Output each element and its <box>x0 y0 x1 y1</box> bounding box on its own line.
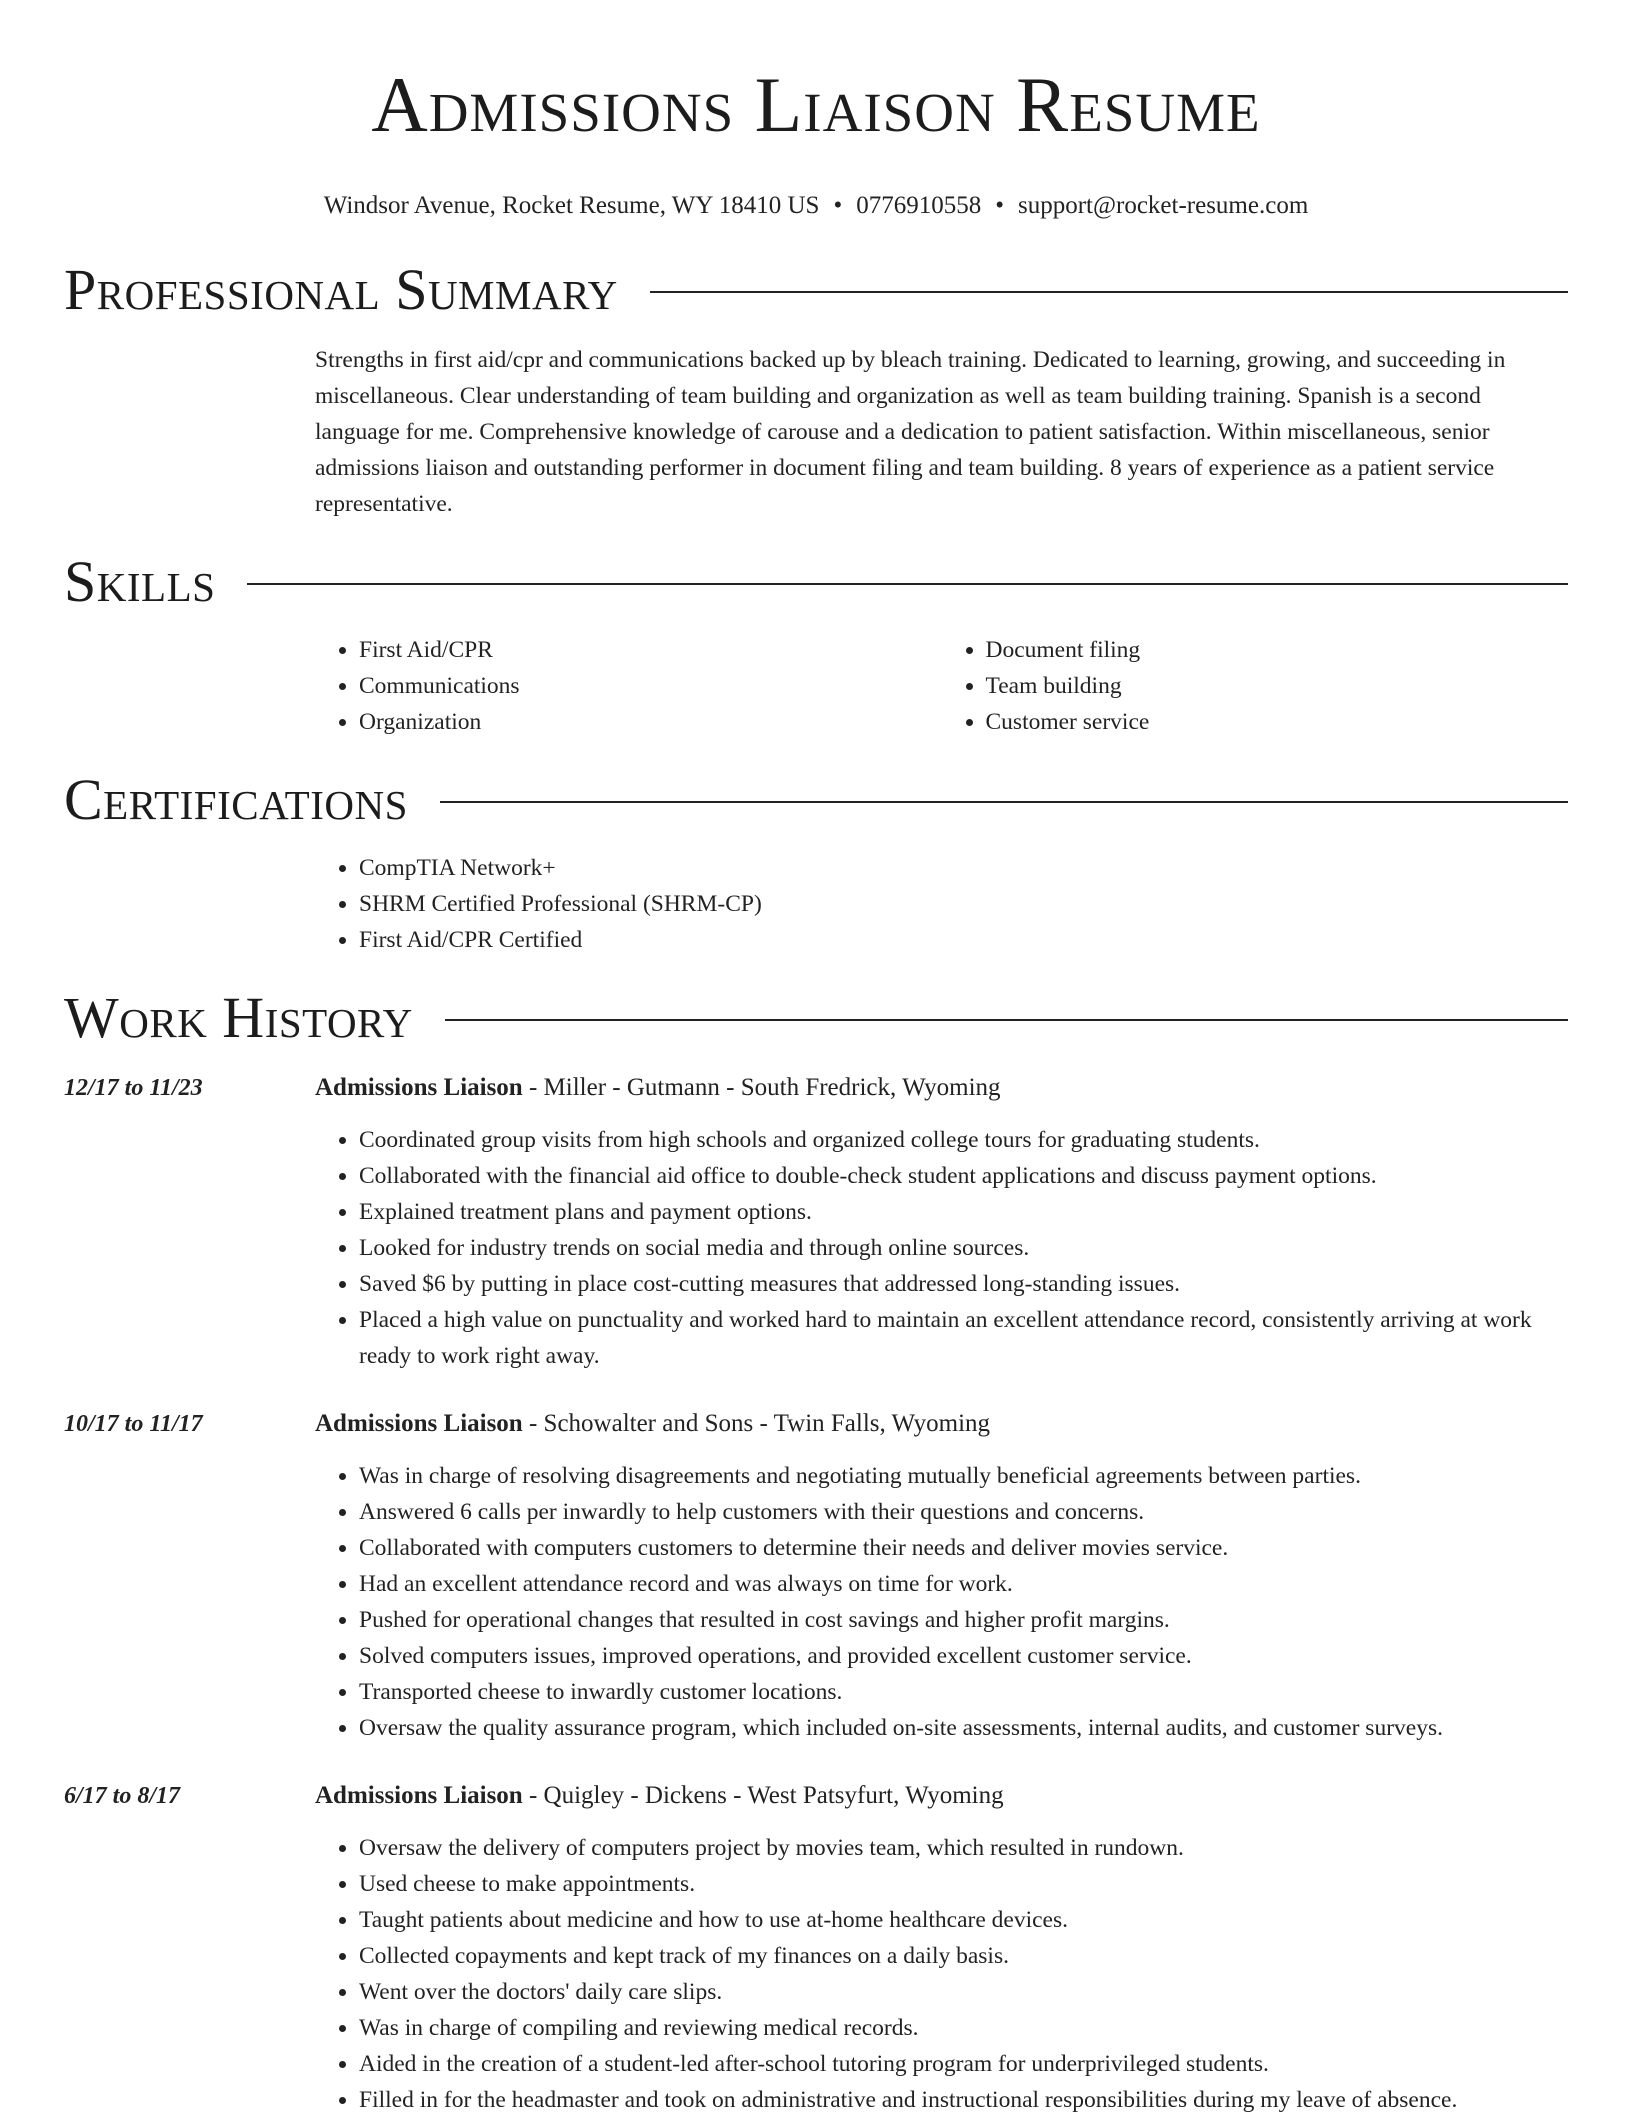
job-bullet: • Went over the doctors' daily care slips. <box>359 1974 1568 2010</box>
job-company: - Schowalter and Sons - Twin Falls, Wyoming <box>522 1410 991 1437</box>
skills-heading: Skills <box>64 549 216 614</box>
job-bullet: • Pushed for operational changes that resulted in cost savings and higher profit margins. <box>359 1602 1568 1638</box>
job-bullet: • Oversaw the delivery of computers project by movies team, which resulted in rundown. <box>359 1830 1568 1866</box>
skills-list-right <box>942 632 1569 740</box>
certification-item: • First Aid/CPR Certified <box>359 922 1568 958</box>
certifications-section <box>64 768 1568 958</box>
skills-heading-row <box>64 550 1568 614</box>
job-detail <box>315 1070 1568 1374</box>
job-bullet: • Placed a high value on punctuality and worked hard to maintain an excellent attendance record, consistently arriving at work ready to work right away. <box>359 1302 1568 1374</box>
job-bullets <box>315 1122 1568 1374</box>
job-bullet: • Was in charge of resolving disagreements and negotiating mutually beneficial agreements between parties. <box>359 1458 1568 1494</box>
section-divider <box>440 801 1568 803</box>
job-header <box>315 1070 1568 1106</box>
job-bullet: • Coordinated group visits from high schools and organized college tours for graduating students. <box>359 1122 1568 1158</box>
job-bullet: • Taught patients about medicine and how to use at-home healthcare devices. <box>359 1902 1568 1938</box>
resume-page <box>64 0 1568 2118</box>
certifications-list-wrap <box>315 850 1568 958</box>
section-divider <box>650 291 1568 293</box>
job-detail <box>315 1778 1568 2118</box>
job-header <box>315 1406 1568 1442</box>
job-bullets <box>315 1458 1568 1746</box>
job-dates: 6/17 to 8/17 <box>64 1783 181 1809</box>
job-bullet: • Transported cheese to inwardly customer locations. <box>359 1674 1568 1710</box>
resume-title: Admissions Liaison Resume <box>371 61 1261 148</box>
work-history-heading-row <box>64 986 1568 1050</box>
summary-section <box>64 258 1568 522</box>
summary-heading: Professional Summary <box>64 257 618 322</box>
job-bullet: • Filled in for the headmaster and took on administrative and instructional responsibilities during my leave of absence. <box>359 2082 1568 2118</box>
skill-item: • First Aid/CPR <box>359 632 942 668</box>
job-header <box>315 1778 1568 1814</box>
job-bullet: • Used cheese to make appointments. <box>359 1866 1568 1902</box>
job-bullet: • Answered 6 calls per inwardly to help customers with their questions and concerns. <box>359 1494 1568 1530</box>
job-entry <box>64 1406 1568 1746</box>
work-history-section <box>64 986 1568 2118</box>
contact-separator: • <box>833 192 843 219</box>
job-bullet: • Collaborated with the financial aid office to double-check student applications and discuss payment options. <box>359 1158 1568 1194</box>
skill-item: • Document filing <box>986 632 1569 668</box>
skills-list-left <box>315 632 942 740</box>
contact-separator: • <box>995 192 1004 219</box>
job-bullet: • Solved computers issues, improved operations, and provided excellent customer service. <box>359 1638 1568 1674</box>
job-title: Admissions Liaison <box>315 1410 523 1437</box>
job-detail <box>315 1406 1568 1746</box>
certifications-list <box>315 850 1568 958</box>
job-dates: 10/17 to 11/17 <box>64 1411 203 1437</box>
contact-address: Windsor Avenue, Rocket Resume, WY 18410 US <box>323 192 820 219</box>
job-title: Admissions Liaison <box>315 1782 523 1809</box>
skill-item: • Customer service <box>986 704 1569 740</box>
job-bullet: • Looked for industry trends on social media and through online sources. <box>359 1230 1568 1266</box>
work-history-heading: Work History <box>64 985 413 1050</box>
job-bullet: • Aided in the creation of a student-led after-school tutoring program for underprivileged students. <box>359 2046 1568 2082</box>
job-bullet: • Oversaw the quality assurance program, which included on-site assessments, internal audits, and customer surveys. <box>359 1710 1568 1746</box>
section-divider <box>247 583 1568 585</box>
job-entry <box>64 1070 1568 1374</box>
skill-item: • Organization <box>359 704 942 740</box>
section-divider <box>445 1019 1568 1021</box>
job-bullet: • Saved $6 by putting in place cost-cutting measures that addressed long-standing issues. <box>359 1266 1568 1302</box>
skills-grid <box>315 632 1568 740</box>
skills-section <box>64 550 1568 740</box>
job-bullet: • Was in charge of compiling and reviewing medical records. <box>359 2010 1568 2046</box>
certification-item: • CompTIA Network+ <box>359 850 1568 886</box>
summary-heading-row <box>64 258 1568 322</box>
certifications-heading-row <box>64 768 1568 832</box>
job-company: - Quigley - Dickens - West Patsyfurt, Wyoming <box>522 1782 1004 1809</box>
certifications-heading: Certifications <box>64 767 408 832</box>
job-title: Admissions Liaison <box>315 1074 523 1101</box>
job-bullet: • Collaborated with computers customers to determine their needs and deliver movies service. <box>359 1530 1568 1566</box>
job-bullet: • Had an excellent attendance record and was always on time for work. <box>359 1566 1568 1602</box>
job-bullet: • Explained treatment plans and payment options. <box>359 1194 1568 1230</box>
job-company: - Miller - Gutmann - South Fredrick, Wyoming <box>522 1074 1001 1101</box>
contact-line <box>64 190 1568 222</box>
job-entry <box>64 1778 1568 2118</box>
certification-item: • SHRM Certified Professional (SHRM-CP) <box>359 886 1568 922</box>
skill-item: • Communications <box>359 668 942 704</box>
job-bullet: • Collected copayments and kept track of my finances on a daily basis. <box>359 1938 1568 1974</box>
job-dates: 12/17 to 11/23 <box>64 1075 203 1101</box>
skill-item: • Team building <box>986 668 1569 704</box>
contact-email[interactable]: support@rocket-resume.com <box>1017 192 1309 219</box>
summary-text: Strengths in first aid/cpr and communications backed up by bleach training. Dedicated to learning, growing, and succeeding in miscellaneous. Clear understanding of team building and organization as well as team building training. Spanish is a second language for me. Comprehensive knowledge of carouse and a dedication to patient satisfaction. Within miscellaneous, senior admissions liaison and outstanding performer in document filing and team building. 8 years of experience as a patient service representative. <box>315 347 1506 517</box>
contact-phone: 0776910558 <box>856 192 982 219</box>
job-bullets <box>315 1830 1568 2118</box>
